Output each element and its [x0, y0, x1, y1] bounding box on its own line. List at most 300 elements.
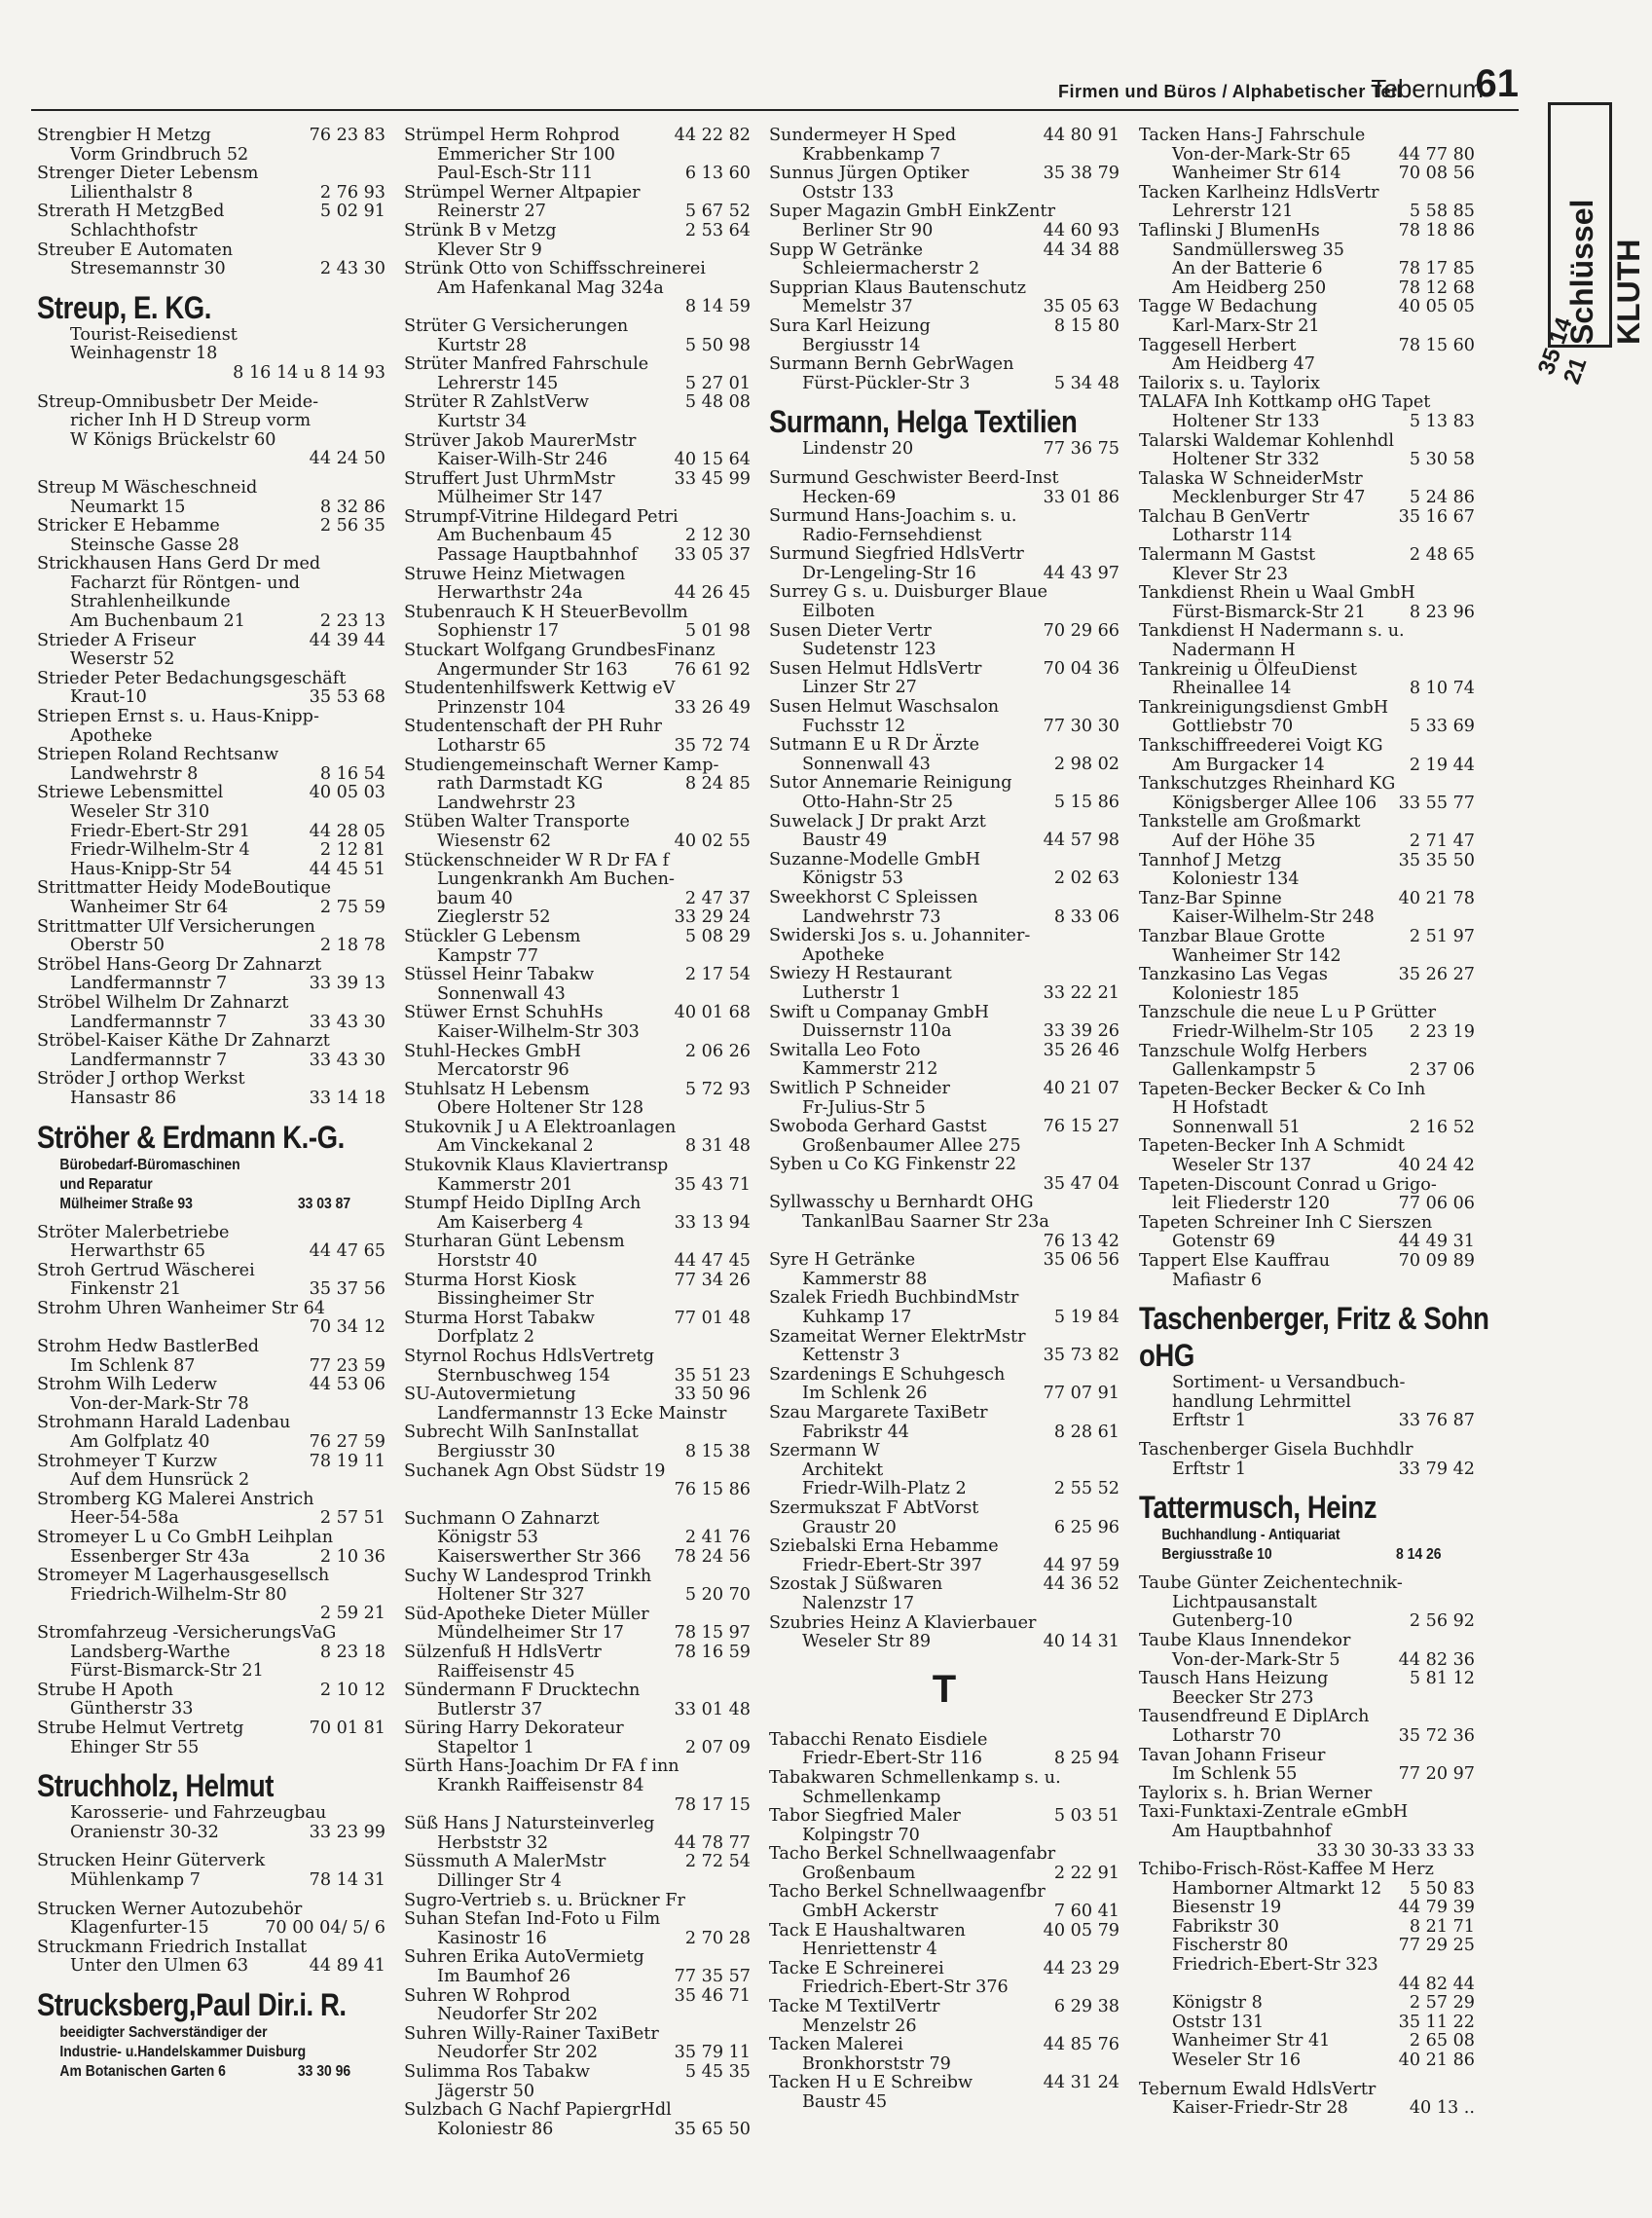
phone-number: 2 70 28 — [684, 1928, 751, 1948]
phone-number: 40 21 86 — [1398, 2051, 1475, 2071]
entry-text: Koloniestr 134 — [1172, 869, 1300, 890]
entry-text: Stückler G Lebensm — [404, 926, 581, 946]
entry-text: Taxi-Funktaxi-Zentrale eGmbH — [1139, 1802, 1409, 1823]
entry-text: Ströbel-Kaiser Käthe Dr Zahnarzt — [37, 1031, 330, 1052]
entry-address — [1139, 1412, 1475, 1431]
entry-address — [1139, 1880, 1475, 1900]
entry-address — [404, 146, 751, 166]
entry-text: Sonnenwall 51 — [1172, 1117, 1301, 1137]
entry-address — [404, 661, 751, 681]
entry-text: Im Baumhof 26 — [437, 1967, 571, 1986]
entry-name — [404, 966, 751, 985]
entry-text: Graustr 20 — [802, 1517, 897, 1537]
entry-text: Fürst-Bismarck-Str 21 — [70, 1661, 264, 1682]
entry-name — [1139, 1708, 1475, 1727]
entry-text: Ströter Malerbetriebe — [37, 1222, 230, 1242]
entry-text: Finkenstr 21 — [70, 1279, 182, 1300]
phone-line — [37, 364, 385, 384]
phone-number: 5 03 51 — [1053, 1806, 1120, 1827]
entry-name — [404, 1987, 751, 2007]
entry-text: Taggesell Herbert — [1139, 335, 1297, 355]
entry-address — [1139, 146, 1475, 166]
phone-number: 2 57 29 — [1409, 1993, 1475, 2014]
entry-address — [37, 937, 385, 956]
entry-text: Talermann M Gastst — [1139, 545, 1316, 566]
entry-text: Studentenhilfswerk Kettwig eV — [404, 679, 676, 699]
entry-text: Süß Hans J Natursteinverleg — [404, 1814, 655, 1834]
entry-text: Stromeyer L u Co GmbH Leihplan — [37, 1528, 334, 1547]
entry-address — [1139, 1994, 1475, 2014]
entry-text: Sutor Annemarie Reinigung — [769, 773, 1012, 794]
phone-number: 2 57 51 — [319, 1508, 385, 1529]
entry-address — [37, 1090, 385, 1109]
phone-number: 35 43 71 — [674, 1174, 751, 1195]
entry-text: Tannhof J Metzg — [1139, 850, 1282, 870]
entry-address — [37, 536, 385, 556]
entry-name — [404, 393, 751, 413]
entry-name — [1139, 661, 1475, 681]
entry-text: Ehinger Str 55 — [70, 1737, 200, 1757]
entry-name — [769, 241, 1120, 261]
entry-name — [769, 355, 1120, 375]
entry-text: Tailorix s. u. Taylorix — [1139, 373, 1320, 393]
entry-text: Sonnenwall 43 — [437, 983, 566, 1004]
entry-address — [404, 1176, 751, 1196]
phone-number: 8 16 54 — [319, 763, 385, 784]
phone-line — [1139, 1976, 1475, 1995]
entry-text: Landsberg-Warthe — [70, 1642, 231, 1662]
entry-text: Tankreinigungsdienst GmbH — [1139, 697, 1389, 718]
entry-name — [769, 1807, 1120, 1827]
entry-name — [37, 393, 385, 413]
entry-text: Strohmann Harald Ladenbau — [37, 1413, 291, 1433]
phone-number: 78 12 68 — [1398, 277, 1475, 298]
entry-text: Königstr 53 — [802, 869, 903, 889]
entry-text: Von-der-Mark-Str 78 — [70, 1393, 249, 1414]
entry-text: Wanheimer Str 142 — [1172, 945, 1341, 966]
phone-line — [769, 1233, 1120, 1252]
display-ad-line — [1139, 1526, 1442, 1545]
entry-name — [769, 1614, 1120, 1634]
entry-address — [1139, 1374, 1475, 1393]
entry-name — [404, 1348, 751, 1367]
entry-text: Supp W Getränke — [769, 240, 924, 260]
entry-text: Tack E Haushaltwaren — [769, 1920, 966, 1941]
entry-address — [1139, 718, 1475, 737]
phone-number: 70 34 12 — [309, 1317, 385, 1338]
entry-name — [1139, 1214, 1475, 1234]
phone-number: 2 71 47 — [1409, 831, 1475, 851]
entry-address — [37, 593, 385, 612]
entry-text: Am Golfplatz 40 — [70, 1432, 210, 1453]
phone-number: 77 06 06 — [1398, 1194, 1475, 1214]
phone-number: 6 25 96 — [1053, 1517, 1120, 1537]
entry-address — [37, 1804, 385, 1824]
display-ad-line — [37, 1195, 350, 1214]
entry-text: Suchy W Landesprod Trinkh — [404, 1566, 652, 1586]
entry-name — [404, 260, 751, 279]
entry-name — [1139, 775, 1475, 795]
phone-number: 8 24 85 — [684, 774, 751, 795]
entry-text: Struwe Heinz Mietwagen — [404, 564, 626, 584]
entry-text: Gotenstr 69 — [1172, 1232, 1275, 1252]
display-ad-line — [1139, 1545, 1442, 1565]
entry-address — [1139, 1157, 1475, 1176]
entry-address — [404, 1328, 751, 1348]
phone-number: 5 33 69 — [1409, 717, 1475, 737]
entry-text: Stückenschneider W R Dr FA f — [404, 850, 670, 870]
entry-text: Von-der-Mark-Str 65 — [1172, 144, 1351, 165]
phone-number: 35 51 23 — [674, 1365, 751, 1386]
phone-number: 76 15 86 — [674, 1480, 751, 1500]
entry-text: Am Heidberg 250 — [1172, 277, 1327, 298]
entry-text: Stuhlsatz H Lebensm — [404, 1079, 590, 1099]
column-4 — [1139, 126, 1489, 2119]
phone-number: 44 82 44 — [1398, 1974, 1475, 1994]
entry-text: Heer-54-58a — [70, 1508, 179, 1529]
entry-text: Tapeten Schreiner Inh C Sierszen — [1139, 1212, 1433, 1233]
entry-address — [1139, 1272, 1475, 1291]
entry-text: Landfermannstr 7 — [70, 1012, 228, 1032]
entry-text: Swift u Companay GmbH — [769, 1002, 990, 1022]
entry-name — [404, 852, 751, 871]
entry-address — [1139, 2052, 1475, 2071]
phone-number: 33 55 77 — [1398, 793, 1475, 813]
entry-text: Karl-Marx-Str 21 — [1172, 315, 1320, 336]
entry-address — [769, 679, 1120, 698]
entry-name — [1139, 1176, 1475, 1196]
entry-address — [769, 184, 1120, 203]
entry-text: Schlachthofstr — [70, 220, 198, 240]
phone-number: 8 23 96 — [1409, 602, 1475, 622]
entry-address — [1139, 1956, 1475, 1976]
entry-text: Suhren Willy-Rainer TaxiBetr — [404, 2023, 659, 2044]
entry-text: Talchau B GenVertr — [1139, 506, 1309, 527]
entry-text: Gallenkampstr 5 — [1172, 1060, 1316, 1081]
entry-text: TankanlBau Saarner Str 23a — [802, 1212, 1049, 1233]
phone-number: 33 39 13 — [309, 974, 385, 994]
entry-text: Lotharstr 65 — [437, 736, 547, 756]
entry-name — [404, 1423, 751, 1443]
phone-number: 40 05 05 — [1398, 297, 1475, 317]
entry-text: Passage Hauptbahnhof — [437, 545, 638, 566]
entry-address — [404, 1930, 751, 1949]
entry-address — [404, 413, 751, 432]
entry-name — [404, 1081, 751, 1100]
entry-address — [37, 1357, 385, 1377]
entry-text: Sonnenwall 43 — [802, 754, 931, 774]
entry-address — [769, 1213, 1120, 1233]
entry-address — [404, 1443, 751, 1462]
phone-number: 35 65 50 — [674, 2119, 751, 2139]
entry-text: An der Batterie 6 — [1172, 259, 1323, 279]
entry-address — [404, 451, 751, 470]
entry-address — [404, 1701, 751, 1720]
phone-number: 2 53 64 — [684, 220, 751, 240]
entry-text: Koloniestr 185 — [1172, 983, 1300, 1004]
entry-address — [1139, 1899, 1475, 1918]
entry-text: Landwehrstr 23 — [437, 793, 576, 813]
entry-name — [769, 1156, 1120, 1175]
entry-name — [404, 1157, 751, 1176]
phone-number: 40 13 .. — [1409, 2098, 1475, 2119]
phone-number: 33 30 30-33 33 33 — [1316, 1840, 1475, 1861]
entry-name — [404, 1644, 751, 1663]
entry-text: Surrey G s. u. Duisburger Blaue — [769, 582, 1048, 603]
entry-text: leit Fliederstr 120 — [1172, 1194, 1330, 1214]
display-ad-heading: Taschenberger, Fritz & Sohn — [1139, 1301, 1489, 1337]
entry-address — [37, 688, 385, 708]
phone-number: 44 82 36 — [1398, 1649, 1475, 1670]
entry-text: Krabbenkamp 7 — [802, 144, 941, 165]
entry-name — [769, 1845, 1120, 1865]
entry-name — [1139, 546, 1475, 566]
phone-number: 8 14 59 — [684, 297, 751, 317]
entry-text: Hansastr 86 — [70, 1088, 177, 1108]
entry-text: Oberstr 50 — [70, 936, 165, 956]
entry-text: Reinerstr 27 — [437, 202, 546, 222]
entry-text: Herwarthstr 65 — [70, 1241, 206, 1262]
entry-text: Herwarthstr 24a — [437, 583, 583, 604]
entry-name — [404, 127, 751, 146]
phone-number: 8 15 38 — [684, 1441, 751, 1461]
entry-name — [404, 2025, 751, 2045]
entry-name — [37, 1852, 385, 1871]
entry-text: Fabrikstr 30 — [1172, 1916, 1279, 1937]
entry-address — [1139, 451, 1475, 470]
column-3 — [769, 127, 1120, 2113]
entry-text: Sundermeyer H Sped — [769, 126, 957, 145]
phone-number: 35 79 11 — [674, 2043, 751, 2063]
entry-address — [1139, 985, 1475, 1005]
entry-text: Friedrich-Ebert-Str 323 — [1172, 1955, 1378, 1976]
phone-line — [404, 1481, 751, 1500]
section-title: Firmen und Büros / Alphabetischer Teil — [1057, 82, 1402, 101]
entry-text: Mafiastr 6 — [1172, 1270, 1263, 1290]
entry-text: Schleiermacherstr 2 — [802, 259, 980, 279]
entry-text: Strube H Apoth — [37, 1680, 174, 1700]
phone-number: 33 22 21 — [1043, 982, 1120, 1003]
phone-number: 40 24 42 — [1398, 1156, 1475, 1176]
entry-text: Talarski Waldemar Kohlenhdl — [1139, 430, 1394, 451]
entry-name — [1139, 1670, 1475, 1689]
phone-number: 44 80 91 — [1043, 126, 1120, 145]
entry-address — [404, 527, 751, 546]
entry-address — [769, 1557, 1120, 1576]
entry-name — [769, 736, 1120, 756]
phone-number: 33 05 37 — [674, 545, 751, 566]
phone-number: 44 53 06 — [309, 1375, 385, 1395]
entry-text: Kaiserswerther Str 366 — [437, 1546, 642, 1567]
entry-name — [1139, 1803, 1475, 1823]
entry-text: Suhan Stefan Ind-Foto u Film — [404, 1909, 661, 1930]
entry-name — [769, 1080, 1120, 1099]
entry-address — [769, 984, 1120, 1004]
entry-address — [404, 1624, 751, 1644]
entry-name — [769, 698, 1120, 718]
entry-text: Mühlenkamp 7 — [70, 1869, 201, 1890]
phone-number: 2 17 54 — [684, 965, 751, 985]
entry-text: Suhren W Rohprod — [404, 1985, 570, 2006]
entry-text: Am Hauptbahnhof — [1172, 1821, 1332, 1841]
phone-number: 70 01 81 — [309, 1718, 385, 1738]
entry-address — [37, 1644, 385, 1663]
phone-number: 5 50 98 — [684, 335, 751, 355]
phone-number: 2 55 52 — [1053, 1479, 1120, 1499]
phone-number: 2 51 97 — [1409, 926, 1475, 946]
phone-number: 5 81 12 — [1409, 1669, 1475, 1689]
entry-text: Klagenfurter-15 — [70, 1918, 209, 1939]
phone-number: 77 35 57 — [674, 1967, 751, 1986]
entry-name — [769, 127, 1120, 146]
entry-text: Tapeten-Becker Becker & Co Inh — [1139, 1079, 1426, 1099]
entry-text: Tavan Johann Friseur — [1139, 1745, 1326, 1765]
entry-address — [37, 727, 385, 747]
entry-text: Taschenberger Gisela Buchhdlr — [1139, 1440, 1413, 1460]
entry-text: Taflinski J BlumenHs — [1139, 220, 1320, 240]
entry-text: Surmund Hans-Joachim s. u. — [769, 506, 1017, 527]
entry-name — [404, 1910, 751, 1930]
phone-number: 76 15 27 — [1043, 1117, 1120, 1137]
entry-text: Szau Margarete TaxiBetr — [769, 1403, 988, 1423]
phone-number: 35 26 27 — [1398, 965, 1475, 985]
phone-number: 8 14 26 — [1395, 1546, 1442, 1564]
entry-text: Neumarkt 15 — [70, 497, 186, 517]
entry-name — [1139, 2081, 1475, 2100]
phone-number: 8 10 74 — [1409, 679, 1475, 699]
entry-text: Horststr 40 — [437, 1251, 537, 1272]
display-ad-heading: Surmann, Helga Textilien — [769, 404, 1078, 440]
phone-number: 6 29 38 — [1053, 1997, 1120, 2017]
entry-text: Weseler Str 137 — [1172, 1156, 1312, 1176]
entry-text: Kaiser-Wilh-Str 246 — [437, 450, 608, 470]
entry-text: Oranienstr 30-32 — [70, 1822, 219, 1842]
entry-name — [1139, 813, 1475, 832]
entry-text: Strieder Peter Bedachungsgeschäft — [37, 668, 347, 688]
entry-address — [404, 1405, 751, 1424]
entry-text: Otto-Hahn-Str 25 — [802, 793, 954, 812]
phone-number: 5 01 98 — [684, 621, 751, 642]
entry-text: Tappert Else Kauffrau — [1139, 1251, 1331, 1272]
phone-number: 35 46 71 — [674, 1985, 751, 2006]
entry-address — [404, 1586, 751, 1606]
entry-text: Stüwer Ernst SchuhHs — [404, 1003, 604, 1023]
entry-text: Klever Str 9 — [437, 240, 542, 260]
entry-address — [1139, 1765, 1475, 1785]
entry-text: Tacke M TextilVertr — [769, 1997, 940, 2017]
entry-name — [404, 1948, 751, 1968]
entry-text: Lotharstr 70 — [1172, 1725, 1282, 1746]
entry-address — [404, 870, 751, 890]
phone-number: 44 47 45 — [674, 1251, 751, 1272]
entry-text: Tanzkasino Las Vegas — [1139, 965, 1328, 985]
entry-text: Friedr-Ebert-Str 291 — [70, 821, 250, 841]
entry-address — [1139, 1023, 1475, 1043]
entry-text: Holtener Str 332 — [1172, 450, 1320, 470]
entry-text: Sophienstr 17 — [437, 621, 560, 642]
phone-number: 2 22 91 — [1053, 1863, 1120, 1883]
entry-address — [1139, 1612, 1475, 1632]
entry-name — [769, 1537, 1120, 1557]
entry-name — [37, 670, 385, 689]
phone-number: 35 06 56 — [1043, 1250, 1120, 1271]
phone-number: 77 23 59 — [309, 1355, 385, 1376]
spacer — [37, 1214, 385, 1224]
entry-address — [37, 412, 385, 431]
entry-name — [1139, 337, 1475, 356]
entry-name — [404, 1233, 751, 1252]
entry-address — [769, 641, 1120, 660]
entry-name — [37, 1300, 385, 1319]
entry-text: Szermukszat F AbtVorst — [769, 1497, 979, 1518]
entry-name — [404, 508, 751, 528]
entry-name — [404, 757, 751, 776]
entry-text: Switalla Leo Foto — [769, 1040, 921, 1060]
entry-text: Tabakwaren Schmellenkamp s. u. — [769, 1767, 1061, 1788]
entry-text: Neudorfer Str 202 — [437, 2005, 599, 2025]
entry-address — [769, 1137, 1120, 1157]
entry-address — [1139, 1651, 1475, 1671]
entry-text: Obere Holtener Str 128 — [437, 1098, 644, 1119]
entry-text: Strohm Hedw BastlerBed — [37, 1337, 259, 1357]
phone-number: 44 45 51 — [309, 859, 385, 879]
entry-text: Im Schlenk 87 — [70, 1355, 196, 1376]
entry-address — [404, 1872, 751, 1892]
phone-number: 33 13 94 — [674, 1212, 751, 1233]
ad-text: Buchhandlung - Antiquariat — [1161, 1527, 1340, 1544]
entry-text: Kraut-10 — [70, 687, 147, 708]
entry-address — [769, 1347, 1120, 1366]
entry-address — [37, 861, 385, 880]
entry-name — [404, 1272, 751, 1291]
entry-text: Tacken Hans-J Fahrschule — [1139, 126, 1366, 145]
entry-address — [37, 612, 385, 632]
entry-name — [404, 680, 751, 699]
entry-text: Sulimma Ros Tabakw — [404, 2061, 590, 2082]
phone-number: 70 04 36 — [1043, 658, 1120, 679]
phone-number: 44 22 82 — [674, 126, 751, 145]
entry-address — [769, 260, 1120, 279]
phone-number: 5 20 70 — [684, 1585, 751, 1606]
entry-text: Landwehrstr 8 — [70, 763, 199, 784]
display-ad-heading: Strucksberg,Paul Dir.i. R. — [37, 1986, 347, 2022]
entry-address — [1139, 604, 1475, 623]
entry-name — [1139, 184, 1475, 203]
entry-text: Kurtstr 28 — [437, 335, 528, 355]
entry-name — [37, 127, 385, 146]
entry-text: Taube Klaus Innendekor — [1139, 1630, 1351, 1650]
entry-text: Suzanne-Modelle GmbH — [769, 849, 981, 869]
entry-address — [404, 1137, 751, 1157]
entry-name — [1139, 432, 1475, 452]
entry-name — [37, 165, 385, 184]
entry-text: Stuckart Wolfgang GrundbesFinanz — [404, 641, 716, 661]
entry-text: Super Magazin GmbH EinkZentr — [769, 202, 1055, 222]
entry-text: Kaiser-Wilhelm-Str 248 — [1172, 907, 1375, 928]
entry-text: Weseler Str 89 — [802, 1632, 932, 1652]
entry-name — [1139, 1632, 1475, 1651]
entry-address — [769, 1461, 1120, 1481]
phone-number: 44 39 44 — [309, 630, 385, 650]
entry-name — [404, 1310, 751, 1329]
entry-name — [404, 355, 751, 375]
entry-text: Supprian Klaus Bautenschutz — [769, 277, 1027, 298]
entry-text: Tausch Hans Heizung — [1139, 1669, 1329, 1689]
entry-address — [1139, 1119, 1475, 1138]
entry-text: Emmericher Str 100 — [437, 144, 615, 165]
phone-number: 8 15 80 — [1053, 315, 1120, 336]
entry-address — [404, 375, 751, 394]
